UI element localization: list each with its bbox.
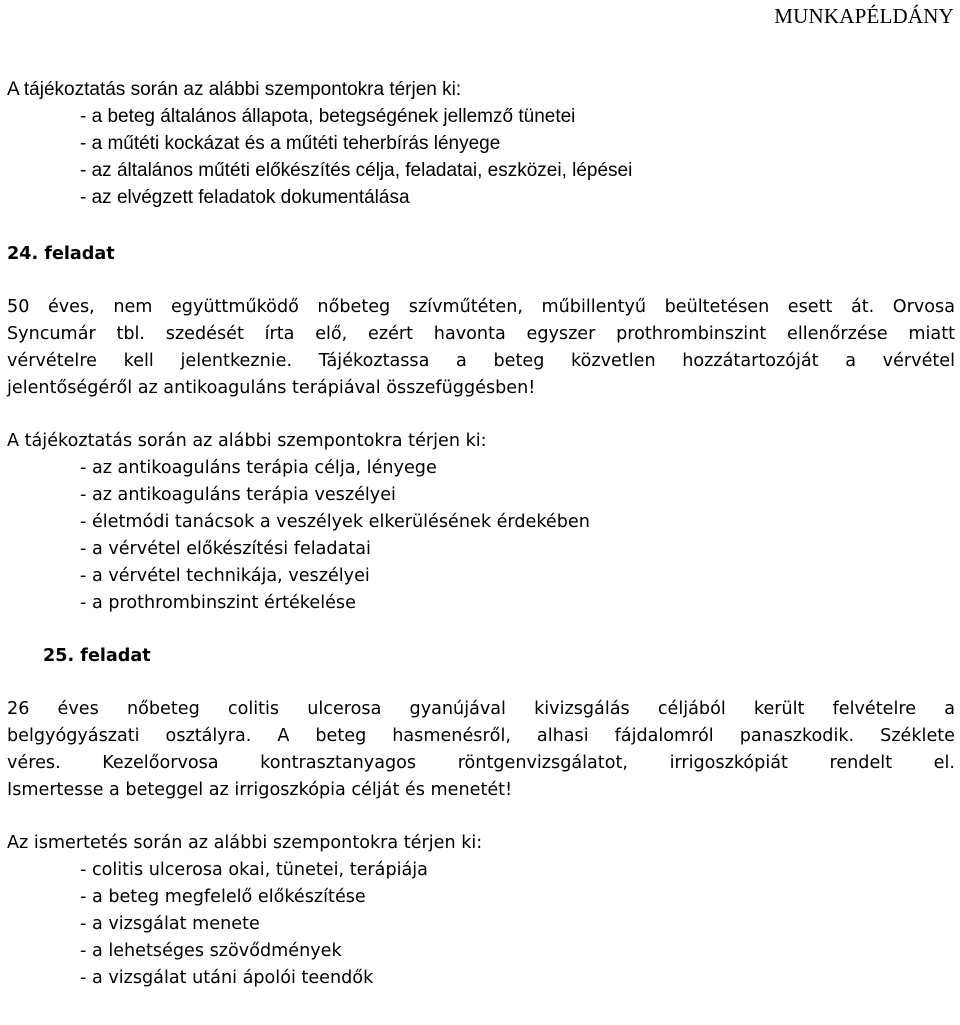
- task-description-line: 26 éves nőbeteg colitis ulcerosa gyanújával kivizsgálás céljából került felvételre a: [7, 699, 955, 719]
- task-description-line: Ismertesse a beteggel az irrigoszkópia célját és menetét!: [7, 780, 513, 800]
- task-description-line: Syncumár tbl. szedését írta elő, ezért havonta egyszer prothrombinszint ellenőrzése miatt: [7, 324, 955, 344]
- criteria-item: - az elvégzett feladatok dokumentálása: [80, 187, 410, 208]
- criteria-item: - a műtéti kockázat és a műtéti teherbírás lényege: [80, 133, 501, 154]
- task-description-line: véres. Kezelőorvosa kontrasztanyagos röntgenvizsgálatot, irrigoszkópiát rendelt el.: [7, 753, 955, 773]
- task-description-line: 50 éves, nem együttműködő nőbeteg szívműtéten, műbillentyű beültetésen esett át. Orvosa: [7, 297, 955, 317]
- criteria-item: - életmódi tanácsok a veszélyek elkerülésének érdekében: [80, 512, 590, 532]
- criteria-intro: Az ismertetés során az alábbi szempontokra térjen ki:: [7, 833, 483, 853]
- task-description-line: belgyógyászati osztályra. A beteg hasmenésről, alhasi fájdalomról panaszkodik. Széklete: [7, 726, 955, 746]
- criteria-item: - a vizsgálat utáni ápolói teendők: [80, 968, 374, 988]
- task-description-line: jelentőségéről az antikoaguláns terápiával összefüggésben!: [7, 378, 536, 398]
- criteria-item: - a vérvétel technikája, veszélyei: [80, 566, 370, 586]
- criteria-item: - a vizsgálat menete: [80, 914, 260, 934]
- task-24-heading: 24. feladat: [7, 244, 115, 264]
- criteria-item: - a beteg megfelelő előkészítése: [80, 887, 366, 907]
- document-page: [7, 76, 955, 992]
- task-25-description: [7, 696, 955, 804]
- criteria-item: - colitis ulcerosa okai, tünetei, terápiája: [80, 860, 428, 880]
- criteria-item: - az antikoaguláns terápia célja, lényege: [80, 458, 437, 478]
- criteria-intro: A tájékoztatás során az alábbi szempontokra térjen ki:: [7, 79, 462, 100]
- criteria-item: - a lehetséges szövődmények: [80, 941, 342, 961]
- criteria-item: - a beteg általános állapota, betegségének jellemző tünetei: [80, 106, 576, 127]
- criteria-item: - az antikoaguláns terápia veszélyei: [80, 485, 396, 505]
- task-description-line: vérvételre kell jelentkeznie. Tájékoztassa a beteg közvetlen hozzátartozóját a vérvétel: [7, 351, 955, 371]
- criteria-item: - a prothrombinszint értékelése: [80, 593, 356, 613]
- criteria-item: - a vérvétel előkészítési feladatai: [80, 539, 371, 559]
- criteria-item: - az általános műtéti előkészítés célja, feladatai, eszközei, lépései: [80, 160, 633, 181]
- task-24-description: [7, 294, 955, 402]
- criteria-intro: A tájékoztatás során az alábbi szempontokra térjen ki:: [7, 431, 487, 451]
- task-25-heading: 25. feladat: [43, 646, 151, 666]
- document-watermark-label: MUNKAPÉLDÁNY: [774, 4, 954, 28]
